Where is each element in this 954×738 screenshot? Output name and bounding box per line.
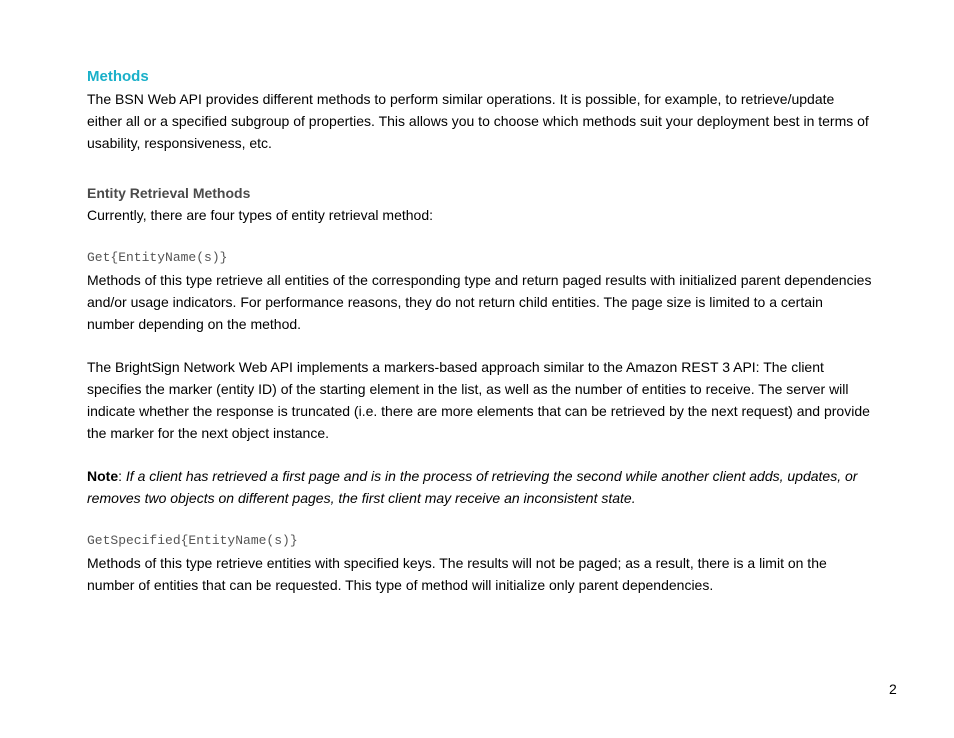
spacer: [87, 335, 872, 356]
get-method-code: Get{EntityName(s)}: [87, 250, 228, 265]
spacer: [87, 444, 872, 465]
spacer: [87, 509, 872, 530]
get-specified-method-description: Methods of this type retrieve entities with specified keys. The results will not be paged; as a result, there is a limit on the number of entities that can be requested. This type of method will initialize only parent dependencies.: [87, 555, 827, 593]
page-number: 2: [889, 681, 897, 697]
spacer: [87, 154, 872, 182]
document-page: [87, 66, 872, 596]
note-separator: :: [118, 468, 126, 484]
get-method-description: Methods of this type retrieve all entities of the corresponding type and return paged results with initialized parent dependencies and/or usage indicators. For performance reasons, they do not return child entities. The page size is limited to a certain number depending on the method.: [87, 272, 872, 332]
methods-heading: Methods: [87, 68, 149, 85]
spacer: [87, 226, 872, 247]
entity-retrieval-intro: Currently, there are four types of entity retrieval method:: [87, 207, 434, 223]
entity-retrieval-heading: Entity Retrieval Methods: [87, 185, 251, 201]
markers-paragraph: The BrightSign Network Web API implements a markers-based approach similar to the Amazon REST 3 API: The client specifies the marker (entity ID) of the starting element in the list, as well as the number of entities to receive. The server will indicate whether the response is truncated (i.e. there are more elements that can be retrieved by the next request) and provide the marker for the next object instance.: [87, 359, 870, 441]
intro-paragraph: The BSN Web API provides different methods to perform similar operations. It is possible, for example, to retrieve/update either all or a specified subgroup of properties. This allows you to choose which methods suit your deployment best in terms of usability, responsiveness, etc.: [87, 91, 869, 151]
note-text: If a client has retrieved a first page and is in the process of retrieving the second while another client adds, updates, or removes two objects on different pages, the first client may receive an inconsistent state.: [87, 468, 858, 506]
note-label: Note: [87, 468, 119, 484]
note-paragraph: [87, 465, 872, 509]
get-specified-method-code: GetSpecified{EntityName(s)}: [87, 533, 298, 548]
